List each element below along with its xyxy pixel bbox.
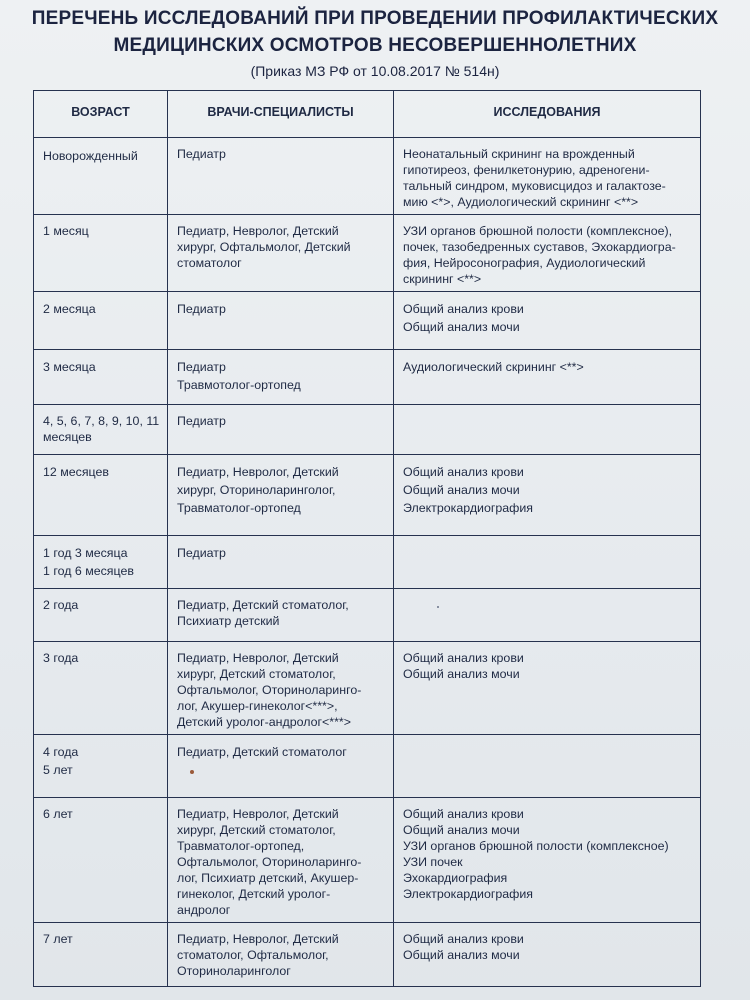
age-cell <box>34 642 168 735</box>
header-studies: ИССЛЕДОВАНИЯ <box>394 91 701 138</box>
examinations-table <box>33 90 701 987</box>
cell-text-line: Общий анализ мочи <box>403 948 520 962</box>
age-cell <box>34 589 168 642</box>
table-row <box>34 923 701 987</box>
studies-cell <box>394 589 701 642</box>
studies-cell <box>394 923 701 987</box>
table-row <box>34 798 701 923</box>
doctors-cell <box>168 923 394 987</box>
cell-text-line: хирург, Офтальмолог, Детский <box>177 240 351 254</box>
cell-text-line: Детский уролог-андролог<***> <box>177 715 351 729</box>
cell-text-line: Травматолог-ортопед, <box>177 839 305 853</box>
cell-text-line: 2 года <box>43 598 79 612</box>
cell-text-line: Педиатр, Невролог, Детский <box>177 651 339 665</box>
cell-text-line: Общий анализ мочи <box>403 483 520 497</box>
doctors-cell <box>168 215 394 292</box>
cell-text-line: Педиатр, Детский стоматолог <box>177 745 347 759</box>
cell-text-line: Педиатр, Детский стоматолог, <box>177 598 349 612</box>
doctors-cell <box>168 350 394 405</box>
table-row <box>34 536 701 589</box>
cell-text-line: 4 года <box>43 745 79 759</box>
age-cell <box>34 215 168 292</box>
age-cell <box>34 536 168 589</box>
age-cell <box>34 798 168 923</box>
cell-text-line: Офтальмолог, Оториноларинго- <box>177 855 362 869</box>
cell-text-line: 5 лет <box>43 763 73 777</box>
cell-text-line: Общий анализ мочи <box>403 320 520 334</box>
cell-text-line: Педиатр <box>177 360 226 374</box>
cell-text-line: андролог <box>177 903 231 917</box>
cell-text-line: Неонатальный скрининг на врожденный <box>403 147 635 161</box>
table-row <box>34 455 701 536</box>
cell-text-line: Электрокардиография <box>403 887 533 901</box>
table-row <box>34 589 701 642</box>
studies-cell <box>394 292 701 350</box>
cell-text-line: гинеколог, Детский уролог- <box>177 887 331 901</box>
cell-text-line: Электрокардиография <box>403 501 533 515</box>
cell-text-line: скрининг <**> <box>403 272 482 286</box>
table-row <box>34 138 701 215</box>
cell-text-line: Общий анализ крови <box>403 932 524 946</box>
doctors-cell <box>168 138 394 215</box>
document-title-line-2: МЕДИЦИНСКИХ ОСМОТРОВ НЕСОВЕРШЕННОЛЕТНИХ <box>113 35 637 56</box>
cell-text-line: Педиатр <box>177 302 226 316</box>
doctors-cell <box>168 798 394 923</box>
cell-text-line: 4, 5, 6, 7, 8, 9, 10, 11 <box>43 414 160 428</box>
cell-text-line: Педиатр <box>177 414 226 428</box>
cell-text-line: почек, тазобедренных суставов, Эхокардиогра- <box>403 240 676 254</box>
cell-text-line: Педиатр, Невролог, Детский <box>177 807 339 821</box>
cell-text-line: Педиатр, Невролог, Детский <box>177 932 339 946</box>
table-row <box>34 292 701 350</box>
cell-text-line: Травмотолог-ортопед <box>177 378 301 392</box>
studies-cell <box>394 138 701 215</box>
age-cell <box>34 350 168 405</box>
cell-text-line: Офтальмолог, Оториноларинго- <box>177 683 362 697</box>
cell-text-line: лог, Психиатр детский, Акушер- <box>177 871 359 885</box>
age-cell <box>34 138 168 215</box>
cell-text-line: Общий анализ мочи <box>403 823 520 837</box>
cell-text-line: мию <*>, Аудиологический скрининг <**> <box>403 195 639 209</box>
cell-text-line: 2 месяца <box>43 302 96 316</box>
cell-text-line: Психиатр детский <box>177 614 280 628</box>
studies-cell <box>394 735 701 798</box>
table-row <box>34 642 701 735</box>
cell-text-line: 3 года <box>43 651 79 665</box>
cell-text-line: Общий анализ мочи <box>403 667 520 681</box>
age-cell <box>34 923 168 987</box>
cell-text-line: УЗИ органов брюшной полости (комплексное) <box>403 839 669 853</box>
cell-text-line: УЗИ почек <box>403 855 463 869</box>
cell-text-line: стоматолог, Офтальмолог, <box>177 948 329 962</box>
studies-cell <box>394 405 701 455</box>
doctors-cell <box>168 455 394 536</box>
cell-text-line: 1 год 3 месяца <box>43 546 128 560</box>
cell-text-line: 7 лет <box>43 932 73 946</box>
cell-text-line: стоматолог <box>177 256 242 270</box>
cell-text-line: Новорожденный <box>43 149 138 163</box>
studies-cell <box>394 798 701 923</box>
doctors-cell <box>168 536 394 589</box>
doctors-cell <box>168 405 394 455</box>
cell-text-line: Общий анализ крови <box>403 651 524 665</box>
cell-text-line: Педиатр, Невролог, Детский <box>177 465 339 479</box>
studies-cell <box>394 350 701 405</box>
table-header-row <box>34 91 701 138</box>
doctors-cell <box>168 735 394 798</box>
studies-cell <box>394 455 701 536</box>
table-row <box>34 215 701 292</box>
doctors-cell <box>168 589 394 642</box>
studies-cell <box>394 642 701 735</box>
cell-text-line: хирург, Оториноларинголог, <box>177 483 336 497</box>
cell-text-line: месяцев <box>43 430 92 444</box>
table-row <box>34 405 701 455</box>
cell-text-line: Педиатр, Невролог, Детский <box>177 224 339 238</box>
cell-text-line: Травматолог-ортопед <box>177 501 301 515</box>
header-doctors: ВРАЧИ-СПЕЦИАЛИСТЫ <box>168 91 394 138</box>
cell-text-line: Педиатр <box>177 546 226 560</box>
age-cell <box>34 292 168 350</box>
cell-text-line: 12 месяцев <box>43 465 109 479</box>
cell-text-line: Общий анализ крови <box>403 807 524 821</box>
cell-text-line: УЗИ органов брюшной полости (комплексное), <box>403 224 673 238</box>
cell-text-line: Эхокардиография <box>403 871 508 885</box>
ink-dot <box>190 770 194 774</box>
cell-text-line: Аудиологический скрининг <**> <box>403 360 584 374</box>
cell-text-line: 3 месяца <box>43 360 96 374</box>
table-row <box>34 350 701 405</box>
document-title-line-1: ПЕРЕЧЕНЬ ИССЛЕДОВАНИЙ ПРИ ПРОВЕДЕНИИ ПРОФИЛАКТИЧЕСКИХ <box>31 8 719 29</box>
cell-text-line: хирург, Детский стоматолог, <box>177 823 336 837</box>
doctors-cell <box>168 642 394 735</box>
paper-speck <box>437 606 439 608</box>
age-cell <box>34 405 168 455</box>
cell-text-line: фия, Нейросонография, Аудиологический <box>403 256 646 270</box>
cell-text-line: Оториноларинголог <box>177 964 291 978</box>
cell-text-line: лог, Акушер-гинеколог<***>, <box>177 699 338 713</box>
age-cell <box>34 455 168 536</box>
cell-text-line: 1 год 6 месяцев <box>43 564 134 578</box>
cell-text-line: хирург, Детский стоматолог, <box>177 667 336 681</box>
cell-text-line: гипотиреоз, фенилкетонурию, адреногени- <box>403 163 650 177</box>
doctors-cell <box>168 292 394 350</box>
studies-cell <box>394 536 701 589</box>
cell-text-line: Педиатр <box>177 147 226 161</box>
header-age: ВОЗРАСТ <box>34 91 168 138</box>
cell-text-line: Общий анализ крови <box>403 302 524 316</box>
table-row <box>34 735 701 798</box>
cell-text-line: Общий анализ крови <box>403 465 524 479</box>
document-subtitle: (Приказ МЗ РФ от 10.08.2017 № 514н) <box>250 63 500 79</box>
studies-cell <box>394 215 701 292</box>
cell-text-line: тальный синдром, муковисцидоз и галактозе- <box>403 179 666 193</box>
age-cell <box>34 735 168 798</box>
cell-text-line: 1 месяц <box>43 224 89 238</box>
cell-text-line: 6 лет <box>43 807 73 821</box>
